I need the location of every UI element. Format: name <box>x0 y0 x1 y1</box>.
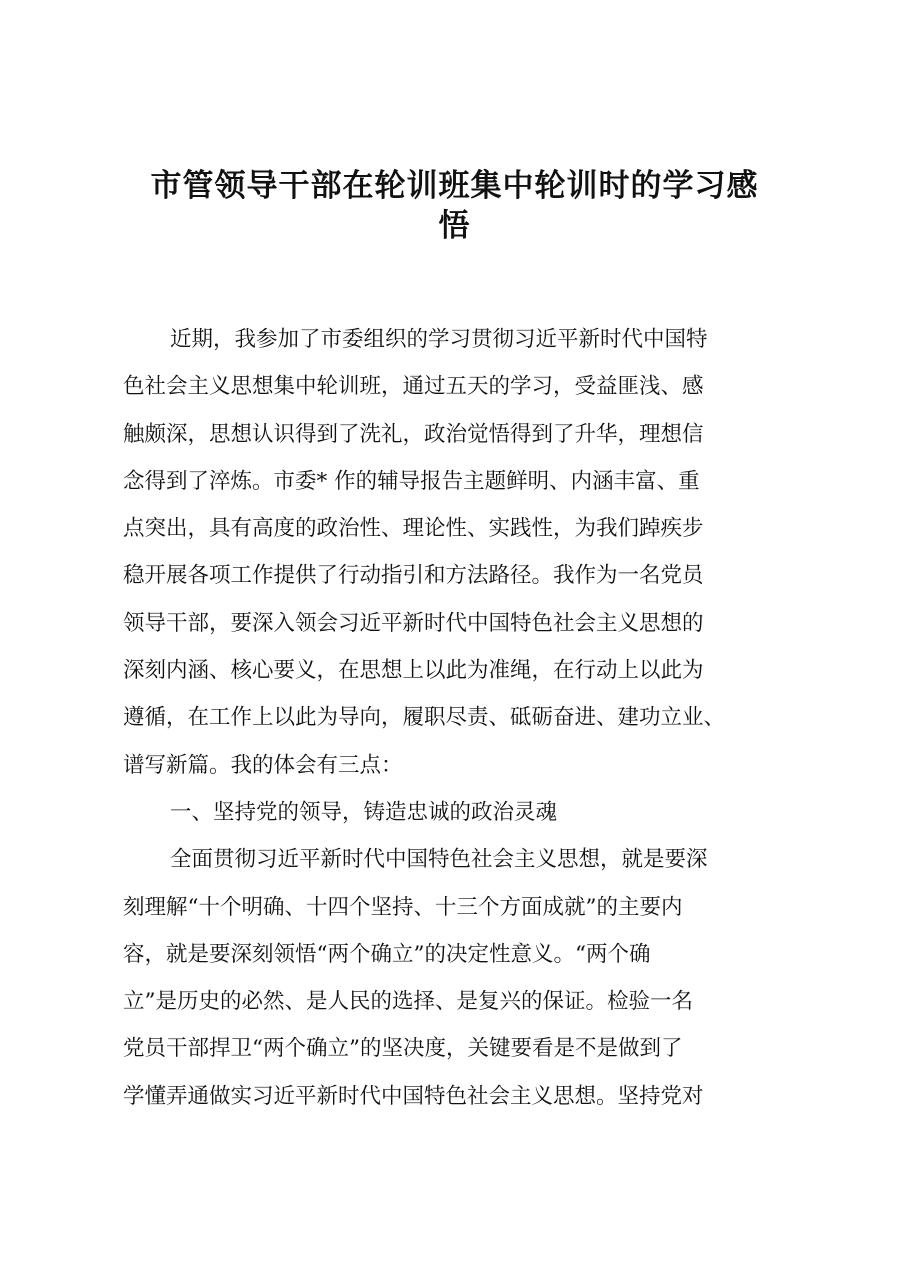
document-body <box>123 316 803 1120</box>
text-line: 立”是历史的必然、是人民的选择、是复兴的保证。检验一名 <box>123 989 693 1015</box>
text-line: 谱写新篇。我的体会有三点： <box>123 752 403 778</box>
text-line: 遵循，在工作上以此为导向，履职尽责、砥砺奋进、建功立业、 <box>123 705 726 731</box>
text-line: 稳开展各项工作提供了行动指引和方法路径。我作为一名党员 <box>123 563 704 589</box>
title-line-1: 市管领导干部在轮训班集中轮训时的学习感 <box>150 168 759 204</box>
text-line: 容，就是要深刻领悟“两个确立”的决定性意义。“两个确 <box>123 941 651 967</box>
title-line-2: 悟 <box>438 208 471 244</box>
text-line: 点突出，具有高度的政治性、理论性、实践性，为我们踔疾步 <box>123 516 704 542</box>
text-line: 党员干部捍卫“两个确立”的坚决度，关键要看是不是做到了 <box>123 1036 683 1062</box>
text-line: 深刻内涵、核心要义，在思想上以此为准绳，在行动上以此为 <box>123 658 704 684</box>
text-line: 念得到了淬炼。市委* 作的辅导报告主题鲜明、内涵丰富、重 <box>123 468 700 494</box>
text-line: 近期，我参加了市委组织的学习贯彻习近平新时代中国特 <box>170 327 708 352</box>
text-line: 触颇深，思想认识得到了洗礼，政治觉悟得到了升华，理想信 <box>123 421 704 447</box>
text-line: 色社会主义思想集中轮训班，通过五天的学习，受益匪浅、感 <box>123 374 704 400</box>
text-line: 领导干部，要深入领会习近平新时代中国特色社会主义思想的 <box>123 610 704 636</box>
text-line: 刻理解“十个明确、十四个坚持、十三个方面成就”的主要内 <box>123 894 683 920</box>
text-line: 学懂弄通做实习近平新时代中国特色社会主义思想。坚持党对 <box>123 1083 704 1109</box>
text-line: 全面贯彻习近平新时代中国特色社会主义思想，就是要深 <box>170 847 708 873</box>
document-title <box>0 166 909 246</box>
section-heading: 一、坚持党的领导，铸造忠诚的政治灵魂 <box>170 799 558 825</box>
